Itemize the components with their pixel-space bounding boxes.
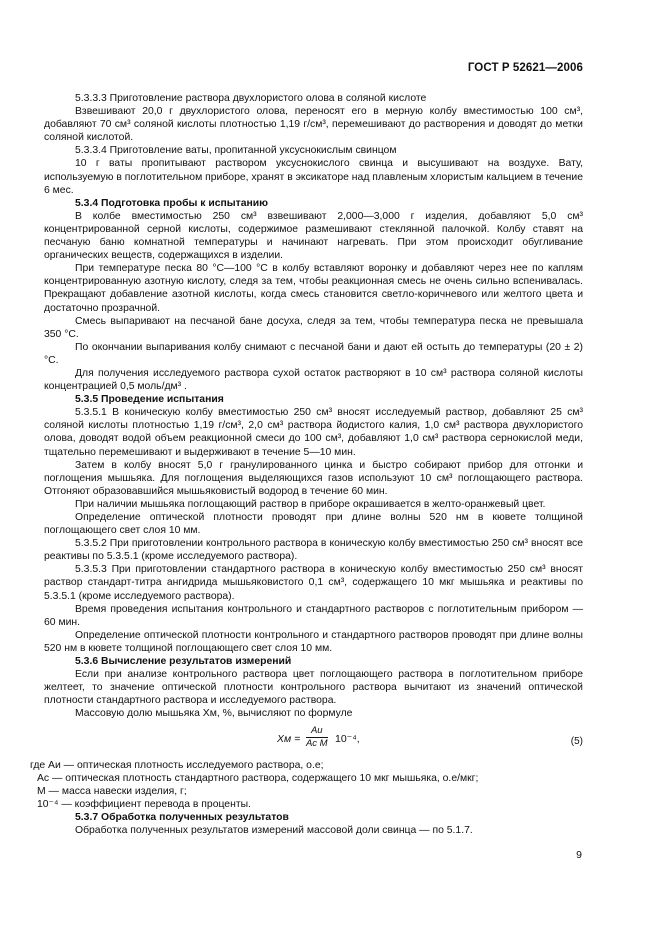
- paragraph: 5.3.5.2 При приготовлении контрольного раствора в коническую колбу вместимостью 250 см³ вносят все реактивы по 5.3.5.1 (кроме исследуемого раствора).: [44, 538, 583, 563]
- paragraph: 10 г ваты пропитывают раствором уксуснокислого свинца и высушивают на воздухе. Вату, используемую в поглотительном приборе, хранят в эксикаторе над плавленым хлористым кальцием в течение 6 мес.: [44, 158, 583, 196]
- section-heading: 5.3.5 Проведение испытания: [75, 394, 224, 406]
- formula-number: (5): [570, 735, 583, 747]
- paragraph: Затем в колбу вносят 5,0 г гранулированного цинка и быстро собирают прибор для отгонки и поглощения мышьяка. Для поглощения выделяющихся газов используют 10 см³ поглощающего раствора. Отгоняют образовавшийся мышьяковистый водород в течение 60 мин.: [44, 459, 583, 497]
- paragraph: При температуре песка 80 °С—100 °С в колбу вставляют воронку и добавляют через нее по каплям концентрированную азотную кислоту, следя за тем, чтобы реакционная смесь не очень сильно вспенивалась. Прекращают добавление азотной кислоты, когда смесь становится светло-коричневого или желтого цвета и достаточно прозрачной.: [44, 263, 583, 314]
- section-heading: 5.3.4 Подготовка пробы к испытанию: [75, 197, 269, 209]
- document-header: ГОСТ Р 52621—2006: [467, 62, 583, 74]
- formula-definitions: [30, 759, 583, 811]
- definition-item: 10⁻⁴ — коэффициент перевода в проценты.: [37, 798, 251, 810]
- subsection-heading: 5.3.3.4 Приготовление ваты, пропитанной уксуснокислым свинцом: [75, 145, 397, 157]
- definition-item: М — масса навески изделия, г;: [37, 785, 187, 797]
- paragraph: Определение оптической плотности проводят при длине волны 520 нм в кювете толщиной поглощающего свет слоя 10 мм.: [44, 512, 583, 537]
- definition-item: где Аи — оптическая плотность исследуемого раствора, о.е;: [30, 759, 324, 771]
- definition-item: Ас — оптическая плотность стандартного раствора, содержащего 10 мкг мышьяка, о.е/мкг;: [37, 772, 479, 784]
- paragraph: При наличии мышьяка поглощающий раствор в приборе окрашивается в желто-оранжевый цвет.: [75, 498, 546, 510]
- document-body: [30, 92, 583, 837]
- paragraph: Если при анализе контрольного раствора цвет поглощающего раствора в поглотительном приборе желтеет, то значение оптической плотности контрольного раствора вычитают из значений оптической плотности стандартного раствора и исследуемого раствора.: [44, 669, 583, 707]
- paragraph: 5.3.5.1 В коническую колбу вместимостью 250 см³ вносят исследуемый раствор, добавляют 25 см³ соляной кислоты плотностью 1,19 г/см³, 2,0 см³ раствора йодистого калия, 1,0 см³ раствора двухлористого олова, доводят водой объем реакционной смеси до 100 см³, добавляют 1,0 см³ раствора сернокислой меди, тщательно перемешивают и выдерживают в течение 5—10 мин.: [44, 407, 583, 458]
- formula-numerator: Аи: [306, 725, 328, 738]
- subsection-heading: 5.3.3.3 Приготовление раствора двухлористого олова в соляной кислоте: [75, 93, 427, 104]
- paragraph: Определение оптической плотности контрольного и стандартного растворов проводят при длине волны 520 нм в кювете толщиной поглощающего свет слоя 10 мм.: [44, 629, 583, 654]
- formula-denominator: Ас М: [306, 737, 328, 749]
- formula-5: [44, 725, 583, 757]
- section-heading: 5.3.7 Обработка полученных результатов: [75, 811, 289, 823]
- page-number: 9: [576, 849, 582, 861]
- paragraph: В колбе вместимостью 250 см³ взвешивают 2,000—3,000 г изделия, добавляют 5,0 см³ концентрированной серной кислоты, содержимое размешивают стеклянной палочкой. Колбу ставят на песчаную баню комнатной температуры и начинают нагревать. При этом происходит обугливание органических веществ, содержащихся в изделии.: [44, 210, 583, 262]
- paragraph: По окончании выпаривания колбу снимают с песчаной бани и дают ей остыть до температуры (20 ± 2) °С.: [44, 341, 583, 366]
- formula-factor: 10⁻⁴,: [335, 732, 360, 745]
- paragraph: Для получения исследуемого раствора сухой остаток растворяют в 10 см³ раствора соляной кислоты концентрацией 0,5 моль/дм³ .: [44, 367, 583, 393]
- paragraph: Взвешивают 20,0 г двухлористого олова, переносят его в мерную колбу вместимостью 100 см³, добавляют 70 см³ соляной кислоты плотностью 1,19 г/см³, перемешивают до растворения и доводят до метки соляной кислотой.: [44, 106, 583, 144]
- paragraph: 5.3.5.3 При приготовлении стандартного раствора в коническую колбу вместимостью 250 см³ вносят раствор стандарт-титра ангидрида мышьяковистого 0,1 см³, содержащего 10 мкг мышьяка и реактивы по 5.3.5.1 (кроме исследуемого раствора).: [44, 564, 583, 602]
- formula-lhs: Хм =: [277, 732, 301, 745]
- section-heading: 5.3.6 Вычисление результатов измерений: [75, 656, 292, 668]
- paragraph: Массовую долю мышьяка Хм, %, вычисляют по формуле: [75, 708, 353, 720]
- formula-fraction: [306, 725, 328, 750]
- paragraph: Обработка полученных результатов измерений массовой доли свинца — по 5.1.7.: [75, 824, 473, 836]
- paragraph: Смесь выпаривают на песчаной бане досуха, следя за тем, чтобы температура песка не превышала 350 °С.: [44, 315, 583, 340]
- paragraph: Время проведения испытания контрольного и стандартного растворов с поглотительным прибором — 60 мин.: [44, 603, 583, 628]
